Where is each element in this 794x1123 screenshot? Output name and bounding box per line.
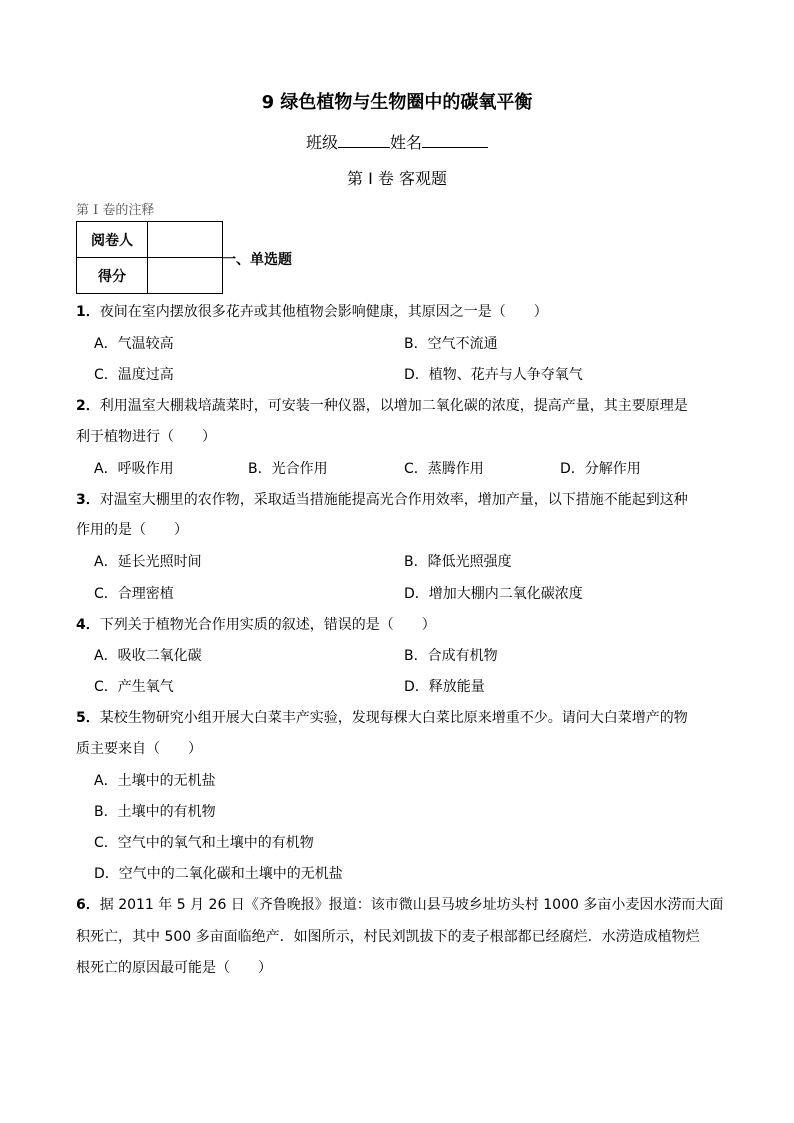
q3-option-a[interactable]: A．延长光照时间 (94, 554, 202, 570)
score-cell[interactable] (148, 258, 223, 294)
question-5 (76, 707, 688, 727)
section-note: 第 I 卷的注释 (76, 203, 155, 218)
score-table (76, 221, 223, 294)
question-4 (76, 614, 436, 634)
question-number: 1． (76, 304, 100, 320)
class-name-line (0, 130, 794, 153)
q3-option-b[interactable]: B．降低光照强度 (404, 554, 512, 570)
page-title: 9 绿色植物与生物圈中的碳氧平衡 (261, 92, 533, 113)
question-6-cont2: 根死亡的原因最可能是（ ） (76, 960, 272, 976)
section-heading: 第 I 卷 客观题 (347, 169, 447, 188)
question-1 (76, 301, 548, 321)
q4-option-d[interactable]: D．释放能量 (404, 679, 485, 695)
q1-option-a[interactable]: A．气温较高 (94, 336, 174, 352)
q2-option-d[interactable]: D．分解作用 (560, 461, 641, 477)
q1-option-d[interactable]: D．植物、花卉与人争夺氧气 (404, 367, 583, 383)
question-number: 3． (76, 492, 100, 508)
question-3-cont: 作用的是（ ） (76, 522, 188, 538)
question-text: 利用温室大棚栽培蔬菜时，可安装一种仪器，以增加二氧化碳的浓度，提高产量，其主要原理是 (99, 398, 688, 414)
q1-option-c[interactable]: C．温度过高 (94, 367, 174, 383)
question-text: 夜间在室内摆放很多花卉或其他植物会影响健康，其原因之一是（ ） (99, 304, 548, 320)
q5-option-a[interactable]: A．土壤中的无机盐 (94, 773, 216, 789)
question-text: 据 2011 年 5 月 26 日《齐鲁晚报》报道：该市微山县马坡乡址坊头村 1000 多亩小麦因水涝而大面 (99, 897, 724, 913)
class-label: 班级 (305, 133, 338, 152)
question-number: 2． (76, 398, 100, 414)
name-label: 姓名 (390, 133, 423, 152)
q4-option-c[interactable]: C．产生氧气 (94, 679, 174, 695)
q2-option-c[interactable]: C．蒸腾作用 (404, 461, 484, 477)
question-text: 对温室大棚里的农作物，采取适当措施能提高光合作用效率，增加产量，以下措施不能起到这种 (99, 492, 688, 508)
reviewer-cell[interactable] (148, 222, 223, 258)
question-5-cont: 质主要来自（ ） (76, 741, 202, 757)
q5-option-d[interactable]: D．空气中的二氧化碳和土壤中的无机盐 (94, 866, 343, 882)
question-text: 下列关于植物光合作用实质的叙述，错误的是（ ） (99, 617, 436, 633)
q3-option-d[interactable]: D．增加大棚内二氧化碳浓度 (404, 586, 583, 602)
q5-option-c[interactable]: C．空气中的氧气和土壤中的有机物 (94, 835, 314, 851)
question-6-cont: 积死亡，其中 500 多亩面临绝产．如图所示，村民刘凯拔下的麦子根部都已经腐烂．水涝造成植物烂 (76, 929, 700, 945)
class-blank[interactable] (338, 131, 390, 148)
question-text: 某校生物研究小组开展大白菜丰产实验，发现每棵大白菜比原来增重不少。请问大白菜增产的物 (99, 710, 688, 726)
q3-option-c[interactable]: C．合理密植 (94, 586, 174, 602)
reviewer-label: 阅卷人 (77, 222, 148, 258)
q4-option-a[interactable]: A．吸收二氧化碳 (94, 648, 202, 664)
question-2 (76, 395, 688, 415)
question-number: 4． (76, 617, 100, 633)
question-number: 5． (76, 710, 100, 726)
name-blank[interactable] (422, 131, 488, 148)
q2-option-b[interactable]: B．光合作用 (248, 461, 328, 477)
question-6 (76, 894, 723, 914)
part-title: 一、单选题 (222, 252, 292, 268)
q1-option-b[interactable]: B．空气不流通 (404, 336, 498, 352)
q5-option-b[interactable]: B．土壤中的有机物 (94, 804, 216, 820)
question-3 (76, 489, 688, 509)
question-number: 6． (76, 897, 100, 913)
question-2-cont: 利于植物进行（ ） (76, 429, 216, 445)
q4-option-b[interactable]: B．合成有机物 (404, 648, 498, 664)
score-label: 得分 (77, 258, 148, 294)
q2-option-a[interactable]: A．呼吸作用 (94, 461, 174, 477)
